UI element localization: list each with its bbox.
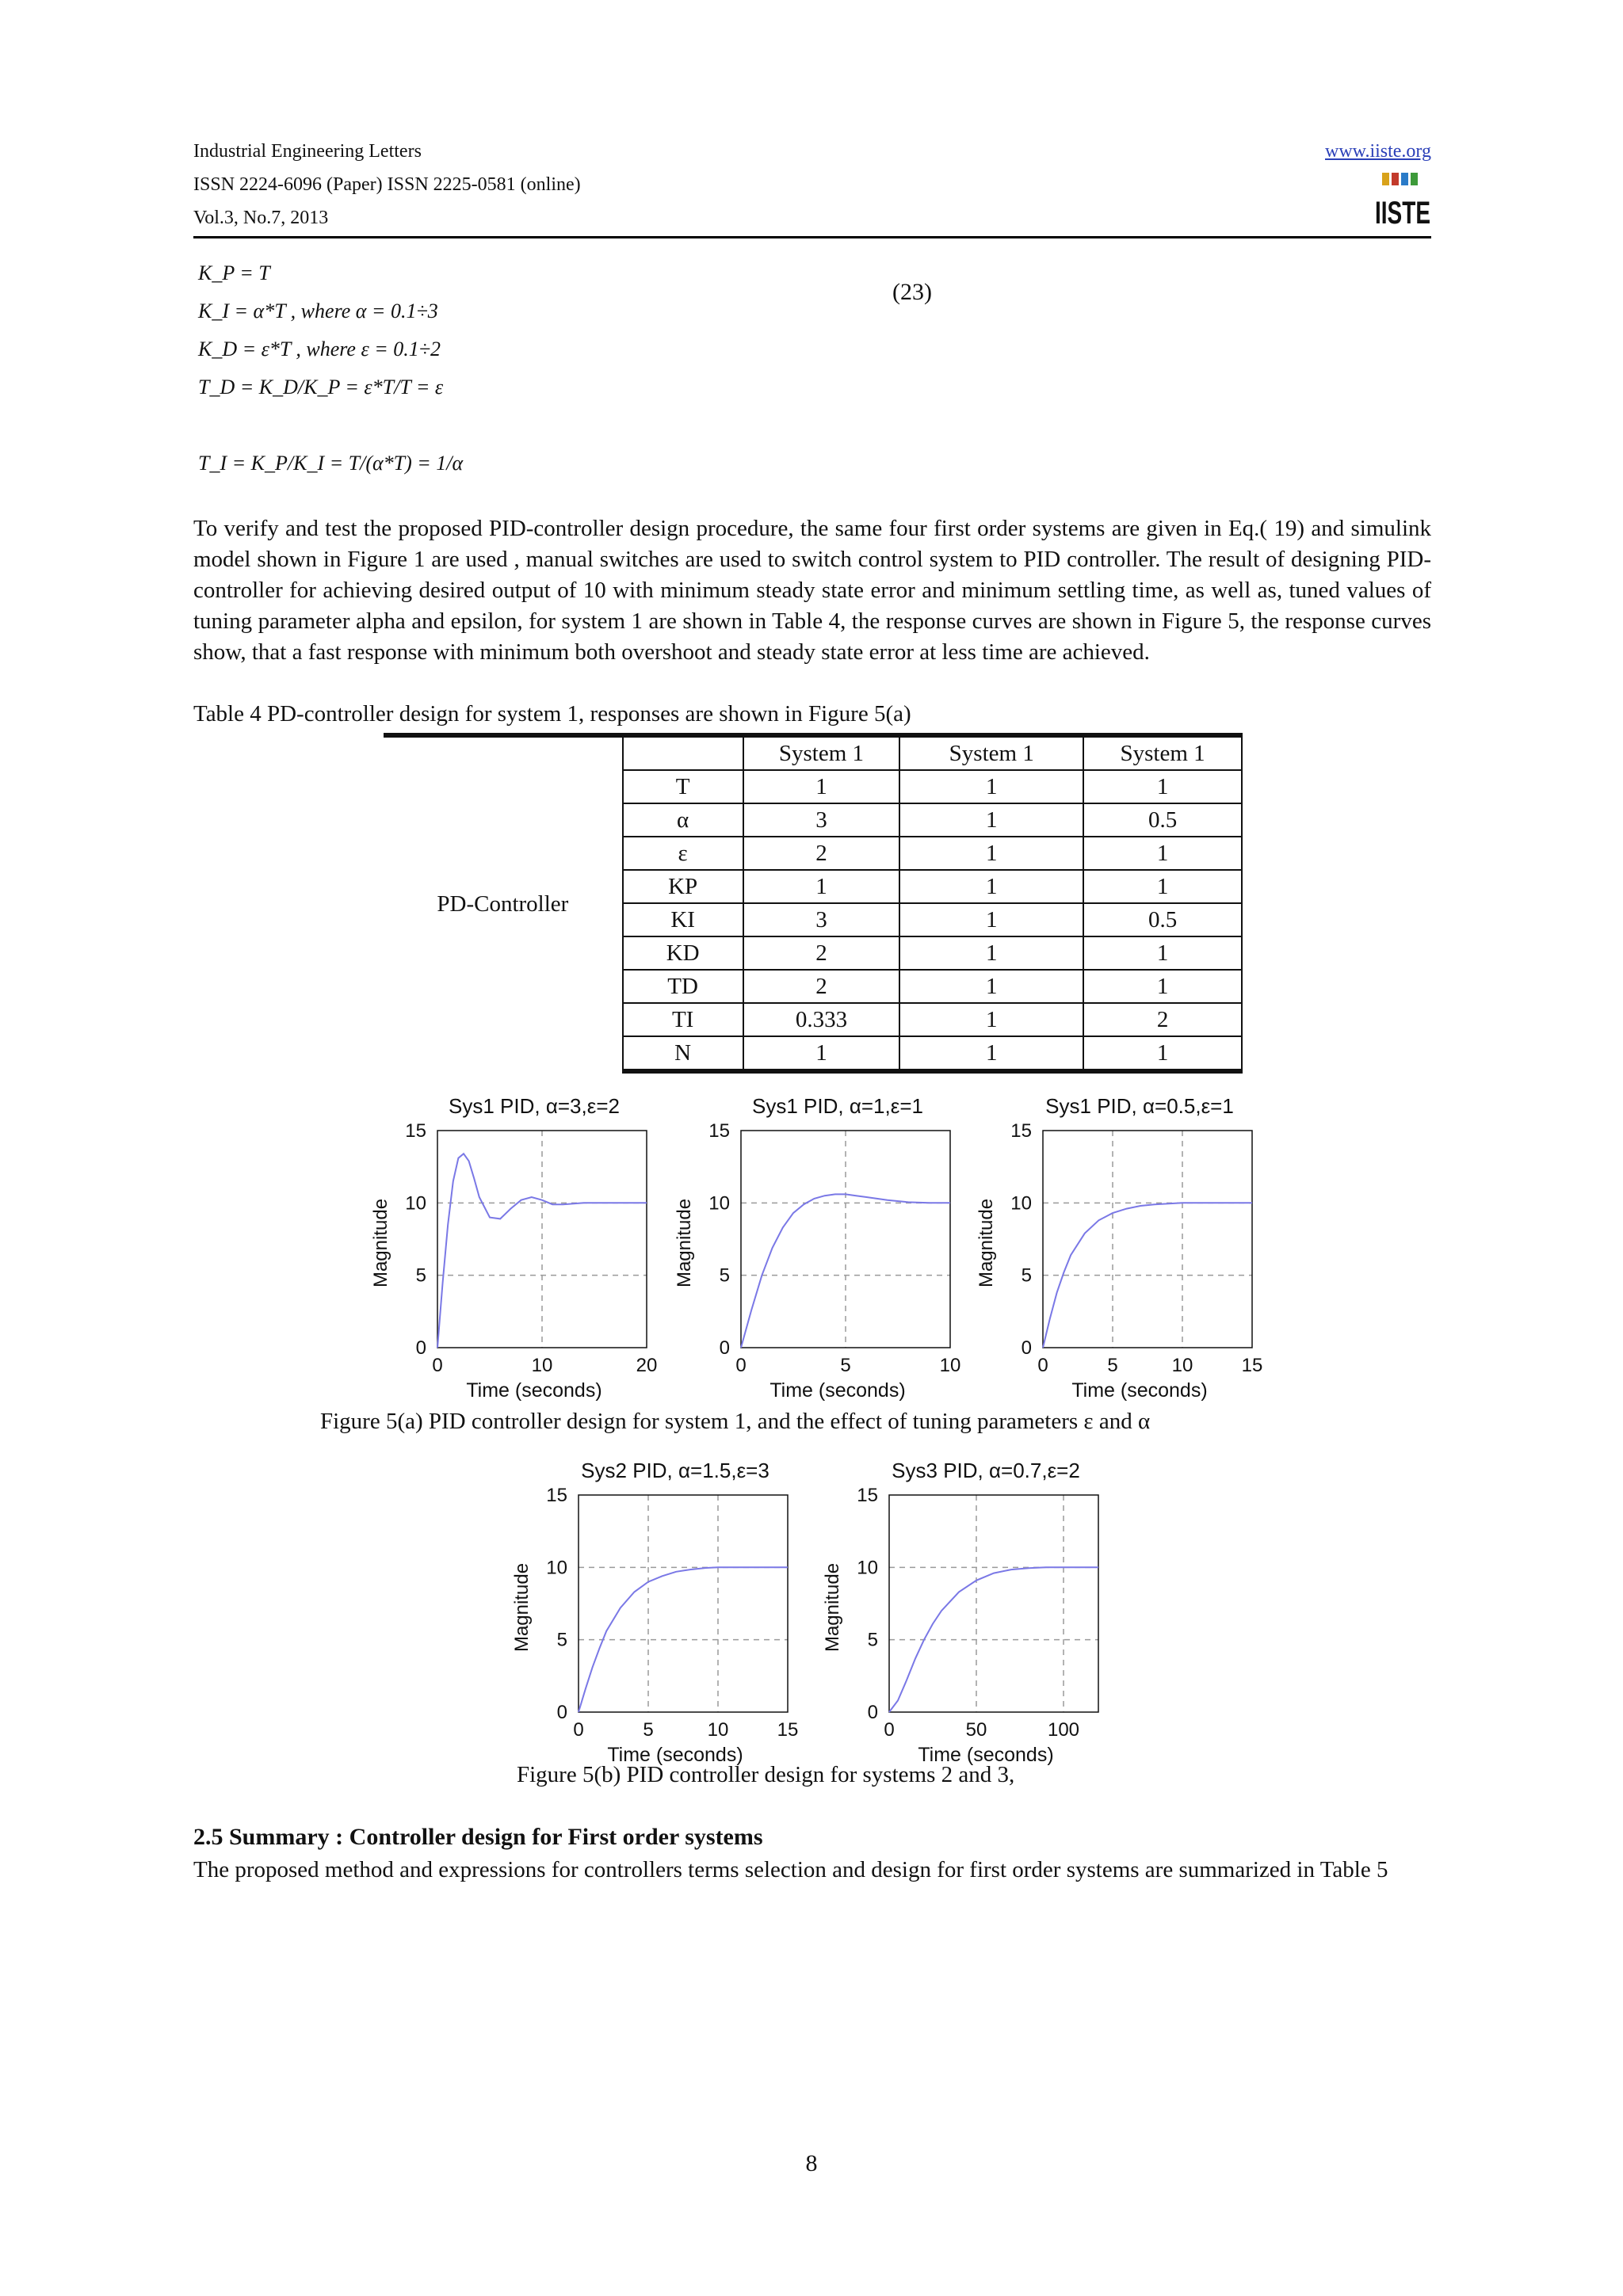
x-tick-label: 0 bbox=[573, 1719, 584, 1741]
param-cell: KI bbox=[623, 903, 743, 936]
iiste-logo bbox=[1373, 170, 1433, 230]
param-cell: KD bbox=[623, 936, 743, 970]
value-cell: 1 bbox=[899, 936, 1083, 970]
x-tick-label: 5 bbox=[643, 1719, 654, 1741]
plot-frame bbox=[889, 1495, 1098, 1712]
value-cell: 2 bbox=[743, 837, 900, 870]
x-axis-label: Time (seconds) bbox=[1071, 1379, 1208, 1402]
y-tick-label: 5 bbox=[719, 1264, 730, 1287]
journal-url-link[interactable]: www.iiste.org bbox=[1325, 141, 1431, 162]
y-axis-label: Magnitude bbox=[370, 1198, 391, 1288]
value-cell: 0.5 bbox=[1083, 903, 1242, 936]
param-cell: ε bbox=[623, 837, 743, 870]
value-cell: 1 bbox=[743, 870, 900, 903]
equation-kp: K_P = T bbox=[198, 261, 270, 284]
table-col-header: System 1 bbox=[1083, 735, 1242, 770]
table-col-header: System 1 bbox=[743, 735, 900, 770]
y-tick-label: 0 bbox=[1021, 1337, 1032, 1359]
param-cell: KP bbox=[623, 870, 743, 903]
x-tick-label: 15 bbox=[1241, 1355, 1263, 1376]
y-tick-label: 5 bbox=[1021, 1264, 1032, 1287]
x-tick-label: 10 bbox=[1171, 1355, 1193, 1376]
value-cell: 1 bbox=[743, 770, 900, 803]
value-cell: 3 bbox=[743, 903, 900, 936]
y-axis-label: Magnitude bbox=[822, 1562, 843, 1653]
value-cell: 1 bbox=[899, 870, 1083, 903]
plot-sys1-a05-e1 bbox=[954, 1085, 1279, 1402]
plot-frame bbox=[579, 1495, 788, 1712]
x-tick-label: 5 bbox=[840, 1355, 851, 1376]
value-cell: 2 bbox=[743, 970, 900, 1003]
value-cell: 1 bbox=[899, 770, 1083, 803]
volume-line: Vol.3, No.7, 2013 bbox=[193, 208, 329, 228]
y-tick-label: 15 bbox=[1010, 1120, 1032, 1142]
x-axis-label: Time (seconds) bbox=[769, 1379, 906, 1402]
plot-title: Sys3 PID, α=0.7,ε=2 bbox=[892, 1459, 1080, 1482]
y-tick-label: 10 bbox=[546, 1557, 567, 1579]
equation-kd: K_D = ε*T , where ε = 0.1÷2 bbox=[198, 338, 441, 360]
figure-5a-caption: Figure 5(a) PID controller design for system 1, and the effect of tuning parameters ε and α bbox=[320, 1409, 1151, 1434]
x-tick-label: 0 bbox=[735, 1355, 747, 1376]
value-cell: 1 bbox=[1083, 1036, 1242, 1071]
figure-5b-caption: Figure 5(b) PID controller design for systems 2 and 3, bbox=[517, 1762, 1015, 1787]
y-tick-label: 0 bbox=[415, 1337, 426, 1359]
y-tick-label: 5 bbox=[556, 1629, 567, 1651]
x-tick-label: 100 bbox=[1047, 1719, 1080, 1741]
equation-ki: K_I = α*T , where α = 0.1÷3 bbox=[198, 299, 438, 322]
x-tick-label: 0 bbox=[1037, 1355, 1048, 1376]
table-corner bbox=[623, 735, 743, 770]
param-cell: TI bbox=[623, 1003, 743, 1036]
x-axis-label: Time (seconds) bbox=[918, 1744, 1054, 1766]
x-tick-label: 10 bbox=[707, 1719, 729, 1741]
summary-paragraph: The proposed method and expressions for controllers terms selection and design for first order systems are summarized in Table 5 bbox=[193, 1857, 1388, 1882]
header-rule bbox=[193, 236, 1431, 238]
equation-td: T_D = K_D/K_P = ε*T/T = ε bbox=[198, 376, 444, 399]
logo-text: IISTE bbox=[1375, 196, 1430, 231]
issn-line: ISSN 2224-6096 (Paper) ISSN 2225-0581 (online) bbox=[193, 174, 581, 195]
y-axis-label: Magnitude bbox=[511, 1562, 533, 1653]
plot-title: Sys1 PID, α=3,ε=2 bbox=[449, 1094, 620, 1118]
table-caption: Table 4 PD-controller design for system 1, responses are shown in Figure 5(a) bbox=[193, 701, 911, 727]
y-axis-label: Magnitude bbox=[674, 1198, 695, 1288]
x-axis-label: Time (seconds) bbox=[466, 1379, 602, 1402]
plot-sys2 bbox=[490, 1450, 815, 1767]
y-tick-label: 15 bbox=[857, 1485, 878, 1506]
value-cell: 1 bbox=[899, 1036, 1083, 1071]
x-tick-label: 20 bbox=[636, 1355, 658, 1376]
journal-title: Industrial Engineering Letters bbox=[193, 141, 422, 162]
value-cell: 1 bbox=[899, 970, 1083, 1003]
x-tick-label: 10 bbox=[939, 1355, 961, 1376]
page-number: 8 bbox=[805, 2150, 818, 2176]
y-tick-label: 0 bbox=[556, 1702, 567, 1723]
equation-number: (23) bbox=[892, 279, 932, 305]
x-axis-label: Time (seconds) bbox=[607, 1744, 743, 1766]
x-tick-label: 10 bbox=[531, 1355, 553, 1376]
value-cell: 1 bbox=[1083, 936, 1242, 970]
y-tick-label: 10 bbox=[405, 1192, 426, 1215]
value-cell: 1 bbox=[899, 837, 1083, 870]
value-cell: 0.333 bbox=[743, 1003, 900, 1036]
value-cell: 1 bbox=[743, 1036, 900, 1071]
value-cell: 1 bbox=[899, 903, 1083, 936]
y-tick-label: 0 bbox=[719, 1337, 730, 1359]
plot-sys1-a3-e2 bbox=[349, 1085, 674, 1402]
y-tick-label: 15 bbox=[708, 1120, 730, 1142]
value-cell: 0.5 bbox=[1083, 803, 1242, 837]
section-heading: 2.5 Summary : Controller design for First order systems bbox=[193, 1824, 763, 1850]
y-tick-label: 10 bbox=[708, 1192, 730, 1215]
value-cell: 1 bbox=[1083, 970, 1242, 1003]
plot-frame bbox=[1043, 1131, 1252, 1348]
y-axis-label: Magnitude bbox=[976, 1198, 997, 1288]
value-cell: 1 bbox=[899, 1003, 1083, 1036]
plot-title: Sys1 PID, α=1,ε=1 bbox=[752, 1094, 923, 1118]
y-tick-label: 5 bbox=[867, 1629, 878, 1651]
value-cell: 2 bbox=[1083, 1003, 1242, 1036]
y-tick-label: 15 bbox=[546, 1485, 567, 1506]
y-tick-label: 0 bbox=[867, 1702, 878, 1723]
plot-title: Sys2 PID, α=1.5,ε=3 bbox=[581, 1459, 769, 1482]
param-cell: T bbox=[623, 770, 743, 803]
body-paragraph: To verify and test the proposed PID-controller design procedure, the same four first order systems are given in Eq.( 19) and simulink model shown in Figure 1 are used , manual switches are used to switch control system to PID controller. The result of designing PID-controller for achieving desired output of 10 with minimum steady state error and minimum settling time, as well as, tuned values of tuning parameter alpha and epsilon, for system 1 are shown in Table 4, the response curves are shown in Figure 5, the response curves show, that a fast response with minimum both overshoot and steady state error at less time are achieved. bbox=[193, 516, 1431, 665]
x-tick-label: 0 bbox=[884, 1719, 895, 1741]
x-tick-label: 5 bbox=[1107, 1355, 1118, 1376]
y-tick-label: 5 bbox=[415, 1264, 426, 1287]
param-cell: N bbox=[623, 1036, 743, 1071]
table-row-header: PD-Controller bbox=[384, 735, 623, 1071]
value-cell: 1 bbox=[1083, 770, 1242, 803]
pid-table bbox=[384, 733, 1243, 1074]
x-tick-label: 15 bbox=[777, 1719, 799, 1741]
plot-sys1-a1-e1 bbox=[652, 1085, 977, 1402]
value-cell: 1 bbox=[1083, 837, 1242, 870]
value-cell: 3 bbox=[743, 803, 900, 837]
param-cell: TD bbox=[623, 970, 743, 1003]
y-tick-label: 15 bbox=[405, 1120, 426, 1142]
equation-ti: T_I = K_P/K_I = T/(α*T) = 1/α bbox=[198, 452, 464, 475]
value-cell: 1 bbox=[1083, 870, 1242, 903]
value-cell: 2 bbox=[743, 936, 900, 970]
y-tick-label: 10 bbox=[857, 1557, 878, 1579]
param-cell: α bbox=[623, 803, 743, 837]
value-cell: 1 bbox=[899, 803, 1083, 837]
plot-sys3 bbox=[800, 1450, 1125, 1767]
x-tick-label: 50 bbox=[965, 1719, 987, 1741]
x-tick-label: 0 bbox=[432, 1355, 443, 1376]
y-tick-label: 10 bbox=[1010, 1192, 1032, 1215]
table-col-header: System 1 bbox=[899, 735, 1083, 770]
table-header-row bbox=[384, 735, 1242, 770]
plot-title: Sys1 PID, α=0.5,ε=1 bbox=[1045, 1094, 1234, 1118]
